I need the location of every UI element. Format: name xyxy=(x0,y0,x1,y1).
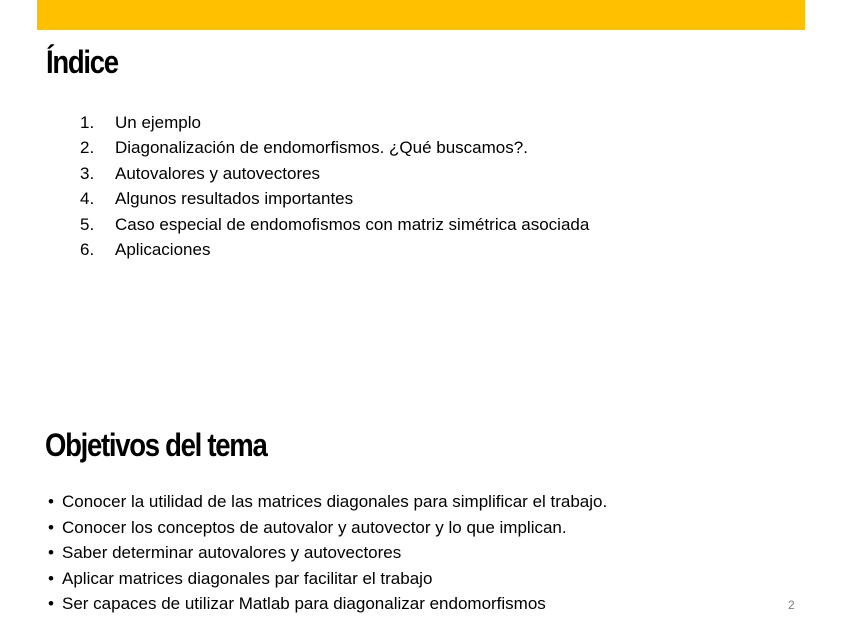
index-item-text: Un ejemplo xyxy=(115,113,201,132)
goals-title: Objetivos del tema xyxy=(45,427,267,463)
index-item-text: Caso especial de endomofismos con matriz simétrica asociada xyxy=(115,214,590,234)
top-accent-bar xyxy=(37,0,805,30)
index-item-text: Algunos resultados importantes xyxy=(115,189,354,209)
bullet-icon: • xyxy=(48,543,54,563)
index-item-number: 1. xyxy=(80,113,95,132)
bullet-icon: • xyxy=(48,594,54,614)
index-item xyxy=(80,110,589,135)
index-item-text: Autovalores y autovectores xyxy=(115,163,321,183)
page-number: 2 xyxy=(788,598,795,612)
index-item xyxy=(80,135,589,160)
index-title: Índice xyxy=(46,44,118,80)
goal-item xyxy=(48,540,607,566)
bullet-icon: • xyxy=(48,568,54,588)
goals-list xyxy=(48,489,607,617)
bullet-icon: • xyxy=(48,492,54,511)
index-list xyxy=(80,110,589,262)
index-item xyxy=(80,186,589,211)
index-item-number: 3. xyxy=(80,163,95,183)
index-item xyxy=(80,212,589,237)
index-item-number: 4. xyxy=(80,189,95,209)
index-item-number: 5. xyxy=(80,214,95,234)
goal-item xyxy=(48,489,607,515)
goal-item-text: Conocer la utilidad de las matrices diagonales para simplificar el trabajo. xyxy=(62,492,608,511)
goal-item-text: Ser capaces de utilizar Matlab para diagonalizar endomorfismos xyxy=(62,594,546,614)
index-item-text: Aplicaciones xyxy=(115,239,211,259)
goal-item xyxy=(48,566,607,592)
bullet-icon: • xyxy=(48,517,54,537)
index-item xyxy=(80,161,589,186)
index-item-number: 6. xyxy=(80,239,95,259)
goal-item-text: Aplicar matrices diagonales par facilitar el trabajo xyxy=(62,568,433,588)
goal-item xyxy=(48,515,607,541)
goal-item-text: Conocer los conceptos de autovalor y autovector y lo que implican. xyxy=(62,517,567,537)
goal-item xyxy=(48,591,607,617)
index-item-text: Diagonalización de endomorfismos. ¿Qué buscamos?. xyxy=(115,138,528,158)
goal-item-text: Saber determinar autovalores y autovectores xyxy=(62,543,402,563)
index-item xyxy=(80,237,589,262)
index-item-number: 2. xyxy=(80,138,95,158)
